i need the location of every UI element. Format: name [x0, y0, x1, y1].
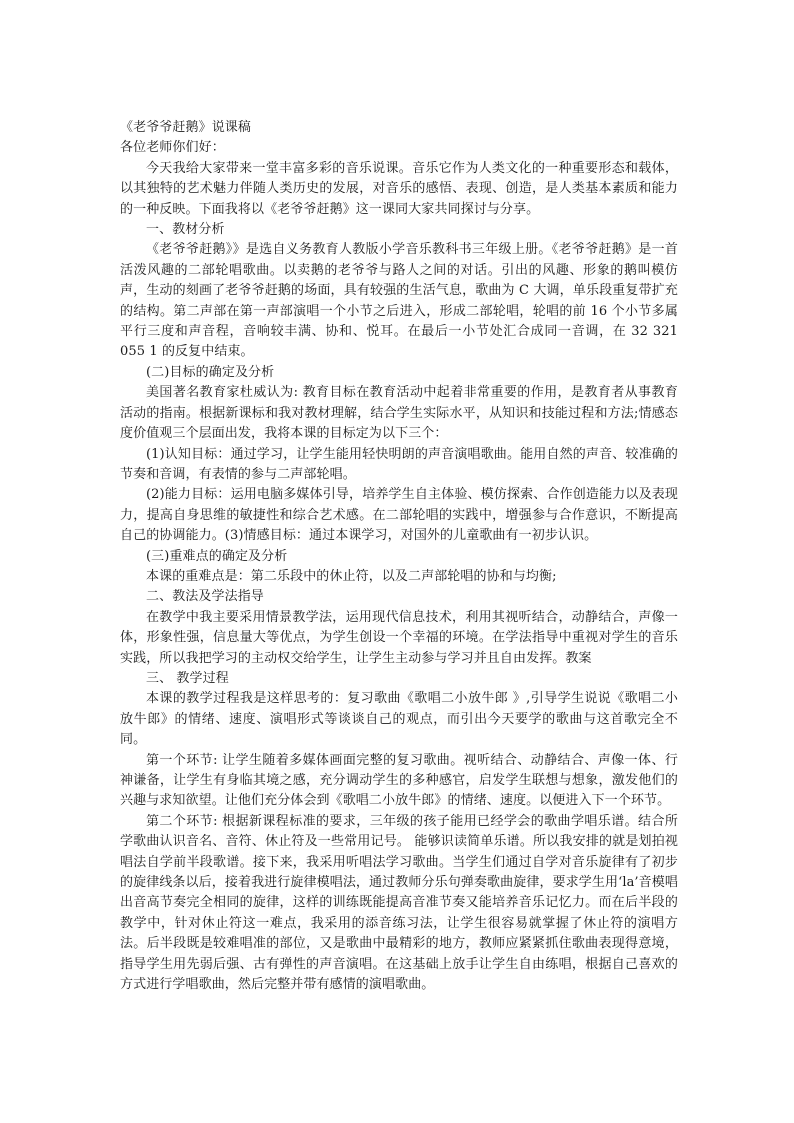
goals-paragraph: 美国著名教育家杜威认为: 教育目标在教育活动中起着非常重要的作用，是教育者从事教育活动的指南。根据新课标和我对教材理解，结合学生实际水平，从知识和技能过程和方法;情感态度价值观三个层面出发，我将本课的目标定为以下三个： — [120, 385, 678, 442]
intro-paragraph: 今天我给大家带来一堂丰富多彩的音乐说课。音乐它作为人类文化的一种重要形态和载体，以其独特的艺术魅力伴随人类历史的发展，对音乐的感悟、表现、创造，是人类基本素质和能力的一种反映。下面我将以《老爷爷赶鹅》这一课同大家共同探讨与分享。 — [120, 160, 678, 217]
process-paragraph: 本课的教学过程我是这样思考的：复习歌曲《歌唱二小放牛郎 》,引导学生说说《歌唱二小放牛郎》的情绪、速度、演唱形式等谈谈自己的观点，而引出今天要学的歌曲与这首歌完全不同。 — [120, 691, 678, 748]
document-title: 《老爷爷赶鹅》说课稿 — [120, 120, 252, 135]
methods-paragraph: 在教学中我主要采用情景教学法，运用现代信息技术，利用其视听结合，动静结合，声像一体，形象性强，信息量大等优点，为学生创设一个幸福的环境。在学法指导中重视对学生的音乐实践，所以我把学习的主动权交给学生，让学生主动参与学习并且自由发挥。教案 — [120, 609, 678, 666]
goal-cognitive-paragraph: (1)认知目标：通过学习，让学生能用轻快明朗的声音演唱歌曲。能用自然的声音、较准确的节奏和音调，有表情的参与二声部轮唱。 — [120, 446, 678, 482]
textbook-analysis-paragraph: 《老爷爷赶鹅》》是选自义务教育人教版小学音乐教科书三年级上册。《老爷爷赶鹅》是一首活泼风趣的二部轮唱歌曲。以卖鹅的老爷爷与路人之间的对话。引出的风趣、形象的鹅叫模仿声，生动的刻画了老爷爷赶鹅的场面，具有较强的生活气息，歌曲为 C 大调，单乐段重复带扩充的结构。第二声部在第一声部演唱一个小节之后进入，形成二部轮唱，轮唱的前 16 个小节多属平行三度和声音程，音响较丰满、协和、悦耳。在最后一小节处汇合成同一音调，在 32 321 055 1 的反复中结束。 — [120, 242, 678, 360]
section-heading-key-points: (三)重难点的确定及分析 — [146, 548, 288, 564]
greeting: 各位老师你们好： — [120, 140, 225, 156]
goal-ability-paragraph: (2)能力目标：运用电脑多媒体引导，培养学生自主体验、模仿探索、合作创造能力以及表现力，提高自身思维的敏捷性和综合艺术感。在二部轮唱的实践中，增强参与合作意识，不断提高自己的协调能力。(3)情感目标：通过本课学习，对国外的儿童歌曲有一初步认识。 — [120, 487, 678, 544]
section-heading-methods: 二、教法及学法指导 — [146, 589, 264, 605]
document-page — [120, 118, 678, 995]
key-points-paragraph: 本课的重难点是：第二乐段中的休止符，以及二声部轮唱的协和与均衡; — [146, 568, 557, 584]
section-heading-textbook-analysis: 一、教材分析 — [146, 222, 225, 238]
section-heading-goals: (二)目标的确定及分析 — [146, 364, 275, 380]
step-one-paragraph: 第一个环节: 让学生随着多媒体画面完整的复习歌曲。视听结合、动静结合、声像一体、行神谦备，让学生有身临其境之感，充分调动学生的多种感官，启发学生联想与想象，激发他们的兴趣与求知欲望。让他们充分体会到《歌唱二小放牛郎》的情绪、速度。以便进入下一个环节。 — [120, 752, 678, 809]
step-two-paragraph: 第二个环节: 根据新课程标准的要求，三年级的孩子能用已经学会的歌曲学唱乐谱。结合所学歌曲认识音名、音符、休止符及一些常用记号。 能够识读简单乐谱。所以我安排的就是划拍视唱法自学前半段歌谱。接下来，我采用听唱法学习歌曲。当学生们通过自学对音乐旋律有了初步的旋律线条以后，接着我进行旋律模唱法，通过教师分乐句弹奏歌曲旋律，要求学生用‘la’音模唱出音高节奏完全相同的旋律，这样的训练既能提高音准节奏又能培养音乐记忆力。而在后半段的教学中，针对休止符这一难点，我采用的添音练习法，让学生很容易就掌握了休止符的演唱方法。后半段既是较难唱准的部位，又是歌曲中最精彩的地方，教师应紧紧抓住歌曲表现得意境，指导学生用先弱后强、古有弹性的声音演唱。在这基础上放手让学生自由练唱，根据自己喜欢的方式进行学唱歌曲，然后完整并带有感情的演唱歌曲。 — [120, 813, 678, 993]
section-heading-process: 三、 教学过程 — [146, 670, 229, 686]
